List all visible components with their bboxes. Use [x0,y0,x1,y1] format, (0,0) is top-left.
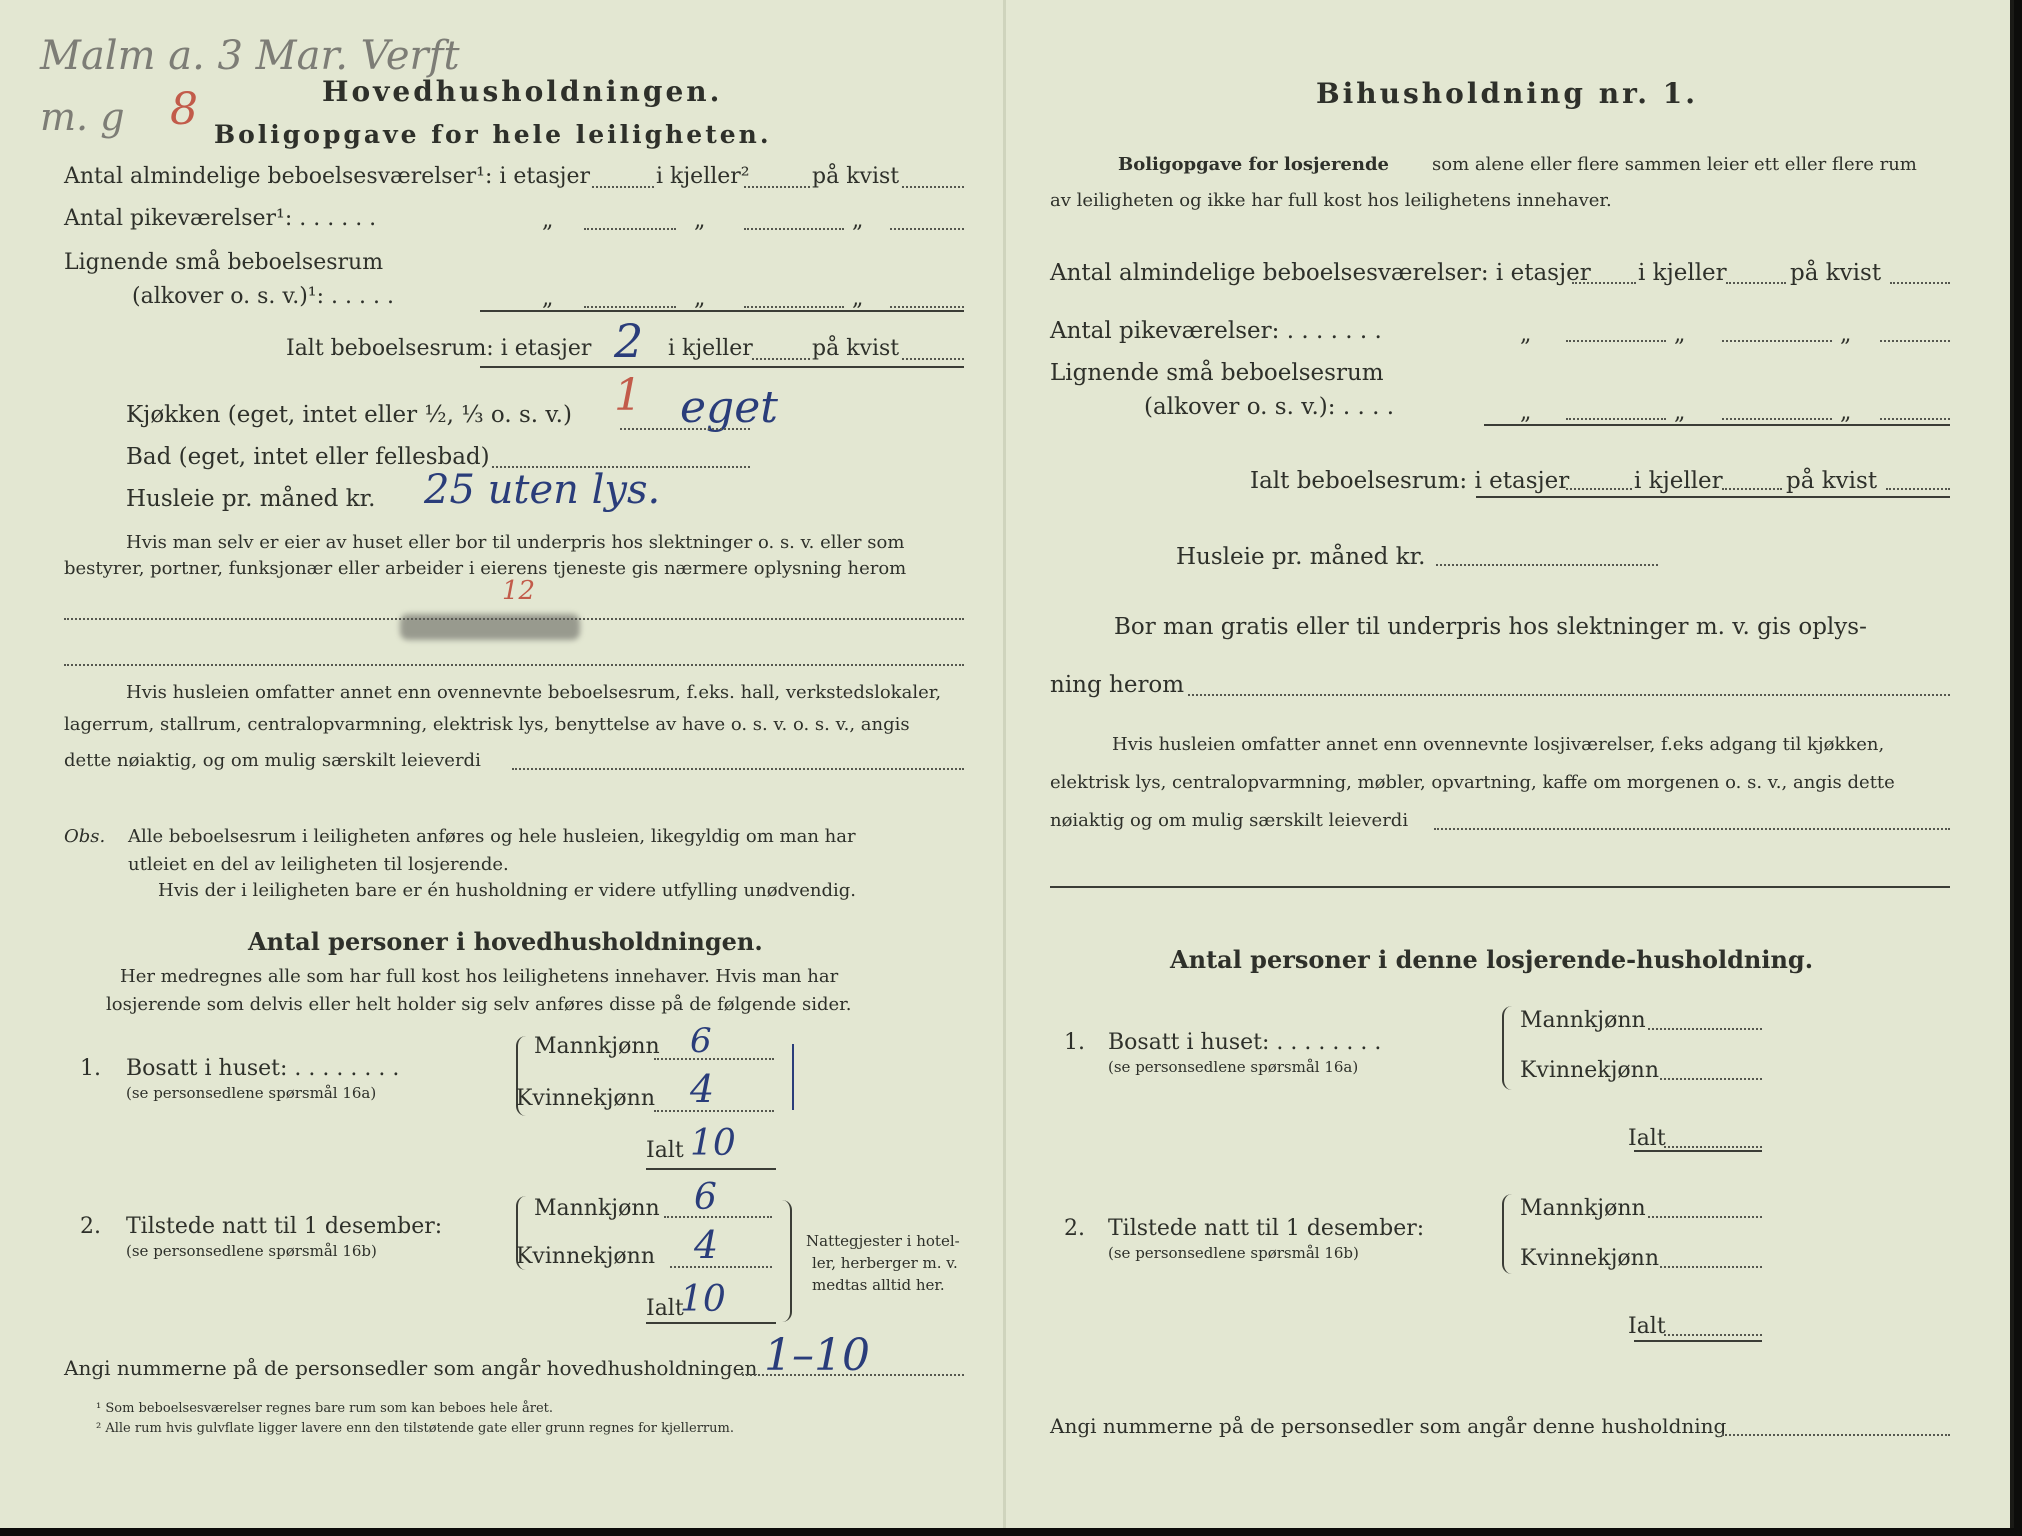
obs-text-3: Hvis der i leiligheten bare er én husholdning er videre utfylling unødvendig. [158,880,857,901]
right-q2-kvinne-field[interactable] [1660,1266,1762,1268]
right-gratis-field[interactable] [1188,694,1950,696]
left-q2-mann-label: Mannkjønn [534,1196,660,1221]
left-q1-ialt-underline [646,1168,776,1170]
left-q2-ialt-label: Ialt [646,1296,684,1321]
left-persons-title: Antal personer i hovedhusholdningen. [248,927,763,956]
right-q2-brace [1502,1194,1516,1274]
left-page-subtitle: Boligopgave for hele leiligheten. [214,120,772,149]
right-q2-sub: (se personsedlene spørsmål 16b) [1108,1244,1359,1262]
left-q1-mann-field [654,1058,774,1060]
right-intro-2: av leiligheten og ikke har full kost hos leilighetens innehaver. [1050,190,1612,211]
left-lign-label-1: Lignende små beboelsesrum [64,250,384,275]
left-eier-field-2[interactable] [64,664,964,666]
left-page-title: Hovedhusholdningen. [322,75,723,108]
left-angi-field [742,1374,964,1376]
left-pike-label: Antal pikeværelser¹: . . . . . . [64,206,377,231]
left-alm-kjeller-field[interactable] [744,186,810,188]
left-q2-label: Tilstede natt til 1 desember: [126,1214,443,1239]
right-omfatter-text-2: elektrisk lys, centralopvarmning, møbler, opvartning, kaffe om morgenen o. s. v., angis dette [1050,772,1895,793]
right-lign-etasjer-field[interactable] [1566,418,1666,420]
right-intro-1: som alene eller flere sammen leier ett eller flere rum [1432,154,1917,175]
left-lign-kvist-field[interactable] [890,306,964,308]
left-q2-ialt-underline [646,1322,776,1324]
left-q2-ialt-value[interactable]: 10 [680,1279,726,1320]
right-alm-kjeller-field[interactable] [1726,282,1786,284]
left-q2-note-2: ler, herberger m. v. [812,1254,958,1272]
right-gratis-text-1: Bor man gratis eller til underpris hos slektninger m. v. gis oplys- [1114,614,1867,640]
left-q2-mann-value[interactable]: 6 [694,1177,717,1218]
right-alm-kvist-field[interactable] [1890,282,1950,284]
right-husleie-field[interactable] [1436,564,1658,566]
left-eier-text-2: bestyrer, portner, funksjonær eller arbeider i eierens tjeneste gis nærmere oplysning herom [64,558,907,579]
left-ialt-label: Ialt beboelsesrum: i etasjer [286,336,592,361]
left-pike-kvist-field[interactable] [890,228,964,230]
right-q1-ialt-field[interactable] [1664,1146,1762,1148]
left-q2-mann-field [664,1216,772,1218]
right-q2-ialt-label: Ialt [1628,1314,1666,1339]
left-eier-text-1: Hvis man selv er eier av huset eller bor til underpris hos slektninger o. s. v. eller som [126,532,905,553]
ditto-mark: „ [694,208,706,233]
right-gratis-text-2: ning herom [1050,672,1185,698]
right-q1-brace [1502,1006,1516,1090]
left-alm-kjeller-label: i kjeller² [656,164,750,189]
left-bad-label: Bad (eget, intet eller fellesbad) [126,444,490,470]
left-ialt-etasjer-value[interactable]: 2 [614,314,644,368]
right-q1-label: Bosatt i huset: . . . . . . . . [1108,1030,1382,1055]
left-q1-ialt-label: Ialt [646,1138,684,1163]
left-alm-kvist-label: på kvist [812,164,900,189]
ditto-mark: „ [1840,400,1852,425]
ditto-mark: „ [1674,400,1686,425]
left-angi-value[interactable]: 1–10 [764,1330,870,1381]
ditto-mark: „ [542,208,554,233]
left-lign-kjeller-field[interactable] [744,306,844,308]
right-pike-label: Antal pikeværelser: . . . . . . . [1050,318,1382,344]
left-q2-kvinne-field [670,1266,772,1268]
right-pike-kjeller-field[interactable] [1722,340,1832,342]
right-angi-label: Angi nummerne på de personsedler som angår denne husholdning [1050,1414,1727,1438]
right-q2-mann-field[interactable] [1648,1216,1762,1218]
left-husleie-value[interactable]: 25 uten lys. [424,467,661,513]
right-angi-field[interactable] [1722,1434,1950,1436]
right-q1-kvinne-label: Kvinnekjønn [1520,1058,1659,1083]
left-ialt-kvist-label: på kvist [812,336,900,361]
right-lign-label-1: Lignende små beboelsesrum [1050,360,1384,386]
obs-text-2: utleiet en del av leiligheten til losjerende. [128,854,509,875]
left-q2-kvinne-value[interactable]: 4 [694,1223,719,1267]
ditto-mark: „ [852,208,864,233]
left-q2-note-3: medtas alltid her. [812,1276,945,1294]
left-kjokken-field [620,428,750,430]
right-q2-ialt-underline [1634,1340,1762,1342]
right-lign-kvist-field[interactable] [1880,418,1950,420]
left-persons-desc-1: Her medregnes alle som har full kost hos leilighetens innehaver. Hvis man har [120,966,839,987]
right-q1-mann-label: Mannkjønn [1520,1008,1646,1033]
red-kitchen-mark: 1 [614,370,642,421]
right-q2-kvinne-label: Kvinnekjønn [1520,1246,1659,1271]
right-q1-sub: (se personsedlene spørsmål 16a) [1108,1058,1359,1076]
ditto-mark: „ [1520,400,1532,425]
left-q1-mann-value[interactable]: 6 [690,1021,712,1061]
right-pike-etasjer-field[interactable] [1566,340,1666,342]
right-husleie-label: Husleie pr. måned kr. [1176,544,1426,570]
footnote-1: ¹ Som beboelsesværelser regnes bare rum som kan beboes hele året. [96,1401,553,1416]
left-husleie-label: Husleie pr. måned kr. [126,486,376,512]
right-lign-kjeller-field[interactable] [1722,418,1832,420]
ditto-mark: „ [1674,322,1686,347]
left-q2-kvinne-label: Kvinnekjønn [516,1244,655,1269]
left-omfatter-text-3: dette nøiaktig, og om mulig særskilt leieverdi [64,750,481,771]
right-alm-label: Antal almindelige beboelsesværelser: i etasjer [1050,260,1591,286]
left-ialt-kjeller-label: i kjeller [668,336,753,361]
pencil-district-note: m. g [40,95,125,139]
right-q2-label: Tilstede natt til 1 desember: [1108,1216,1425,1241]
right-q1-mann-field[interactable] [1648,1028,1762,1030]
left-pike-etasjer-field[interactable] [584,228,676,230]
right-q1-kvinne-field[interactable] [1660,1078,1762,1080]
right-omfatter-text-3: nøiaktig og om mulig særskilt leieverdi [1050,810,1409,831]
right-ialt-kvist-field[interactable] [1886,488,1950,490]
ditto-mark: „ [542,286,554,311]
right-lign-label-2: (alkover o. s. v.): . . . . [1144,394,1395,420]
ditto-mark: „ [852,286,864,311]
right-q1-number: 1. [1064,1030,1085,1055]
ditto-mark: „ [1520,322,1532,347]
right-omfatter-field[interactable] [1434,828,1950,830]
left-ialt-underline [480,366,964,368]
right-page-title: Bihusholdning nr. 1. [1316,77,1698,110]
right-persons-title: Antal personer i denne losjerende-husholdning. [1170,945,1814,974]
left-q1-sub: (se personsedlene spørsmål 16a) [126,1084,377,1102]
red-pencil-12: 12 [502,576,536,606]
left-angi-label: Angi nummerne på de personsedler som angår hovedhusholdningen [64,1356,758,1380]
left-q1-mann-label: Mannkjønn [534,1034,660,1059]
right-ialt-underline [1476,496,1950,498]
obs-label: Obs. [64,826,106,847]
left-ialt-kvist-field[interactable] [902,358,964,360]
left-kjokken-label: Kjøkken (eget, intet eller ½, ⅓ o. s. v.) [126,402,572,428]
left-q1-number: 1. [80,1056,101,1081]
left-alm-etasjer-field[interactable] [592,186,654,188]
center-fold [1003,0,1006,1528]
right-ialt-label: Ialt beboelsesrum: i etasjer [1250,468,1570,494]
left-pike-kjeller-field[interactable] [744,228,844,230]
right-omfatter-text-1: Hvis husleien omfatter annet enn ovennevnte losjiværelser, f.eks adgang til kjøkken, [1112,734,1885,755]
left-persons-desc-2: losjerende som delvis eller helt holder sig selv anføres disse på de følgende sider. [106,994,852,1015]
left-q1-kvinne-value[interactable]: 4 [690,1067,715,1111]
ink-smudge [400,614,580,640]
right-alm-etasjer-field[interactable] [1572,282,1636,284]
left-q2-number: 2. [80,1214,101,1239]
right-alm-kjeller-label: i kjeller [1638,260,1727,286]
left-q1-ialt-value[interactable]: 10 [690,1123,736,1164]
right-ialt-kvist-label: på kvist [1786,468,1878,494]
ditto-mark: „ [694,286,706,311]
right-omfatter-field-2[interactable] [1050,886,1950,888]
left-q2-sub: (se personsedlene spørsmål 16b) [126,1242,377,1260]
right-q1-ialt-label: Ialt [1628,1126,1666,1151]
right-ialt-kjeller-field[interactable] [1722,488,1782,490]
left-q1-kvinne-label: Kvinnekjønn [516,1086,655,1111]
left-kjokken-value[interactable]: eget [680,382,778,433]
left-q1-kvinne-field [654,1110,774,1112]
left-lign-etasjer-field[interactable] [584,306,676,308]
right-q1-ialt-underline [1634,1150,1762,1152]
left-lign-label-2: (alkover o. s. v.)¹: . . . . . [132,284,394,309]
left-ialt-kjeller-field[interactable] [752,358,810,360]
ditto-mark: „ [1840,322,1852,347]
right-pike-kvist-field[interactable] [1880,340,1950,342]
pen-check-mark [792,1044,794,1110]
left-omfatter-text-2: lagerrum, stallrum, centralopvarmning, elektrisk lys, benyttelse av have o. s. v. o. s. v., angis [64,714,910,735]
left-omfatter-field[interactable] [512,768,964,770]
obs-text-1: Alle beboelsesrum i leiligheten anføres og hele husleien, likegyldig om man har [128,826,856,847]
left-q2-note-1: Nattegjester i hotel- [806,1232,960,1250]
right-alm-kvist-label: på kvist [1790,260,1882,286]
red-margin-number: 8 [170,84,198,135]
right-intro-bold: Boligopgave for losjerende [1118,154,1390,175]
left-alm-label: Antal almindelige beboelsesværelser¹: i etasjer [64,164,591,189]
right-ialt-etasjer-field[interactable] [1566,488,1632,490]
right-q2-ialt-field[interactable] [1664,1334,1762,1336]
right-lign-underline [1484,424,1950,426]
left-omfatter-text-1: Hvis husleien omfatter annet enn ovennevnte beboelsesrum, f.eks. hall, verkstedslokaler, [126,682,942,703]
left-alm-kvist-field[interactable] [902,186,964,188]
right-q2-mann-label: Mannkjønn [1520,1196,1646,1221]
left-q1-label: Bosatt i huset: . . . . . . . . [126,1056,400,1081]
right-ialt-kjeller-label: i kjeller [1634,468,1723,494]
left-q2-right-brace [778,1200,792,1322]
pencil-address-note: Malm a. 3 Mar. Verft [40,33,460,79]
right-q2-number: 2. [1064,1216,1085,1241]
footnote-2: ² Alle rum hvis gulvflate ligger lavere enn den tilstøtende gate eller grunn regnes for kjellerrum. [96,1421,734,1436]
